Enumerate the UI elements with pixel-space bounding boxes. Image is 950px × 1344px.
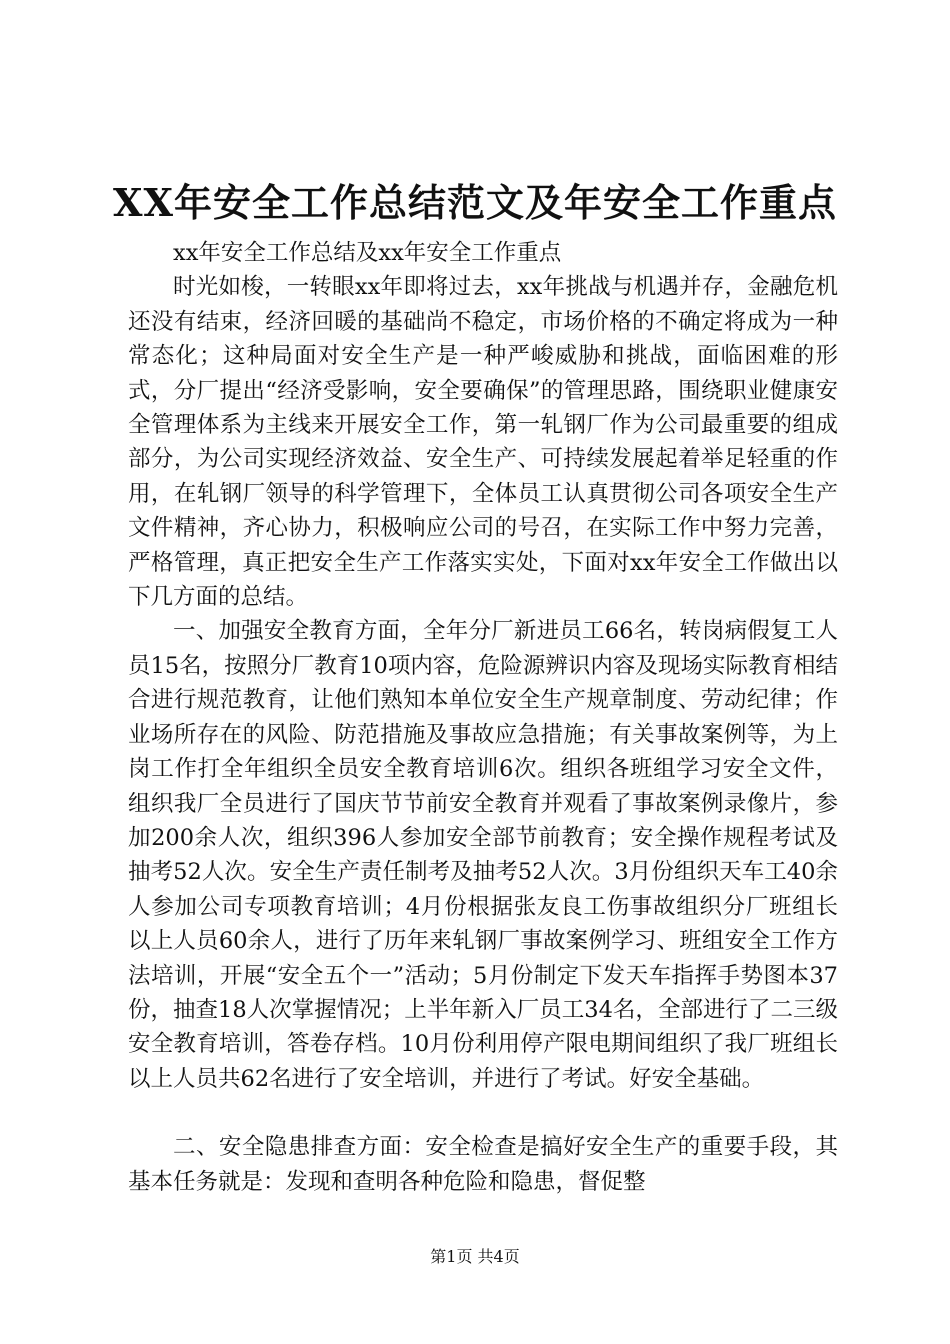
intro-paragraph: 时光如梭，一转眼xx年即将过去，xx年挑战与机遇并存，金融危机还没有结束，经济回暖的基础尚不稳定，市场价格的不确定将成为一种常态化；这种局面对安全生产是一种严峻威胁和挑战，面临困难的形式，分厂提出“经济受影响，安全要确保”的管理思路，围绕职业健康安全管理体系为主线来开展安全工作，第一轧钢厂作为公司最重要的组成部分，为公司实现经济效益、安全生产、可持续发展起着举足轻重的作用，在轧钢厂领导的科学管理下，全体员工认真贯彻公司各项安全生产文件精神，齐心协力，积极响应公司的号召，在实际工作中努力完善，严格管理，真正把安全生产工作落实实处，下面对xx年安全工作做出以下几方面的总结。 bbox=[128, 274, 838, 611]
document-title: XX年安全工作总结范文及年安全工作重点 bbox=[113, 180, 837, 225]
subtitle-paragraph: xx年安全工作总结及xx年安全工作重点 bbox=[173, 240, 562, 266]
hazard-inspection-paragraph: 二、安全隐患排查方面：安全检查是搞好安全生产的重要手段，其基本任务就是：发现和查明各种危险和隐患，督促整 bbox=[128, 1134, 838, 1195]
document-body bbox=[128, 236, 838, 1199]
safety-education-paragraph: 一、加强安全教育方面，全年分厂新进员工66名，转岗病假复工人员15名，按照分厂教育10项内容，危险源辨识内容及现场实际教育相结合进行规范教育，让他们熟知本单位安全生产规章制度、劳动纪律；作业场所存在的风险、防范措施及事故应急措施；有关事故案例等，为上岗工作打全年组织全员安全教育培训6次。组织各班组学习安全文件，组织我厂全员进行了国庆节节前安全教育并观看了事故案例录像片，参加200余人次，组织396人参加安全部节前教育；安全操作规程考试及抽考52人次。安全生产责任制考及抽考52人次。3月份组织天车工40余人参加公司专项教育培训；4月份根据张友良工伤事故组织分厂班组长以上人员60余人，进行了历年来轧钢厂事故案例学习、班组安全工作方法培训，开展“安全五个一”活动；5月份制定下发天车指挥手势图本37份，抽查18人次掌握情况；上半年新入厂员工34名，全部进行了二三级安全教育培训，答卷存档。10月份利用停产限电期间组织了我厂班组长以上人员共62名进行了安全培训，并进行了考试。好安全基础。 bbox=[128, 618, 838, 1092]
page-number-footer: 第1页 共4页 bbox=[430, 1247, 520, 1266]
